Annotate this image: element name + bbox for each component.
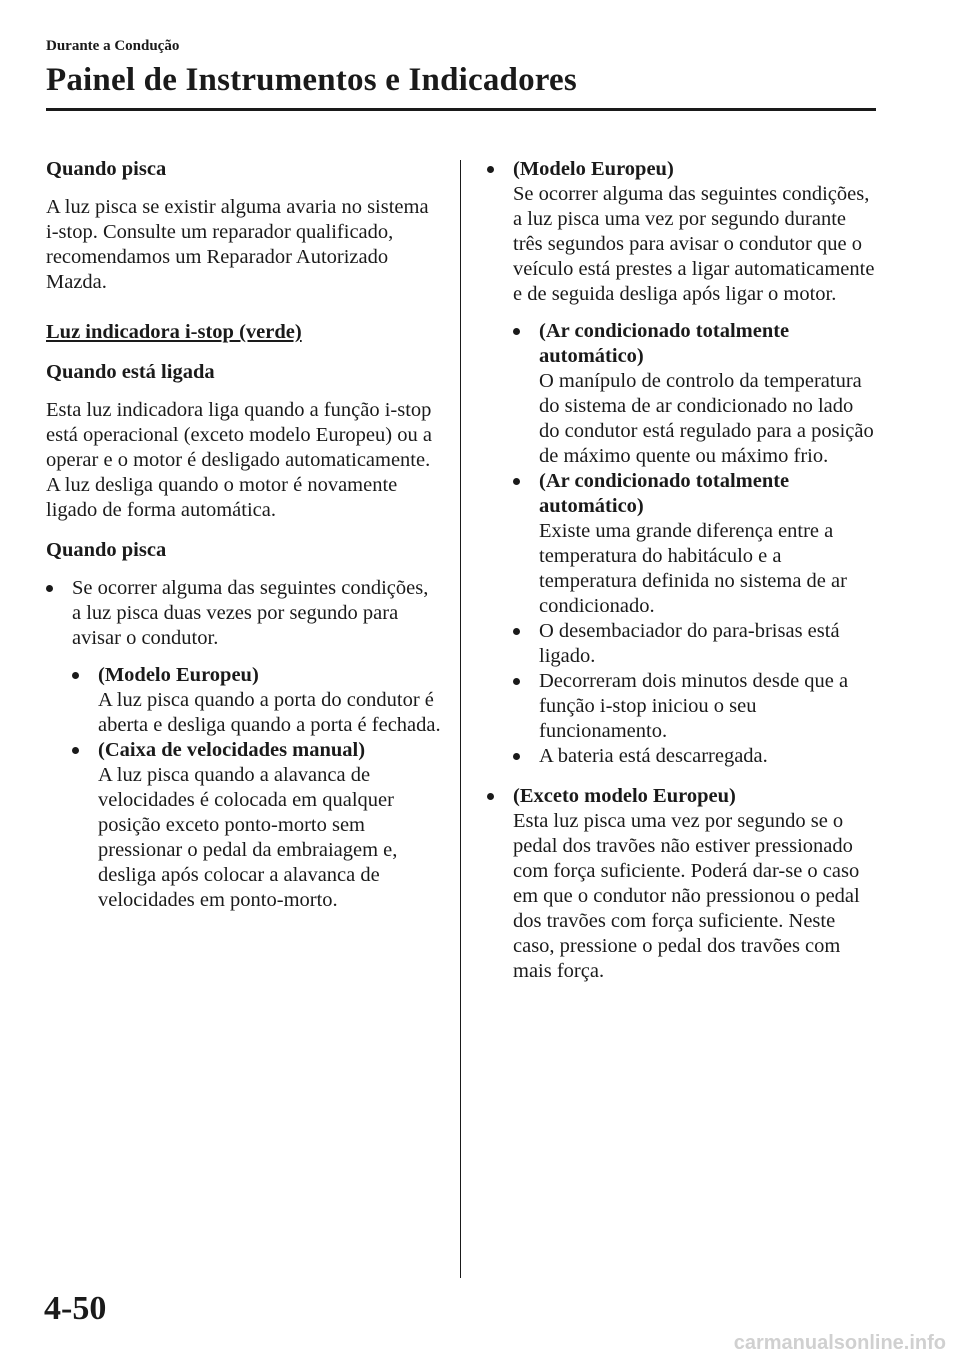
list-item-title: (Caixa de velocidades manual) (98, 739, 366, 761)
list-item (72, 663, 441, 738)
list-item (46, 576, 441, 913)
list-item-text: O desembaciador do para-brisas está ligado. (539, 620, 840, 667)
paragraph-when-on: Esta luz indicadora liga quando a função i-stop está operacional (exceto modelo Europeu) ou a operar e o motor é desligado automaticamente. A luz desliga quando o motor é novamente ligado de forma automática. (46, 399, 432, 521)
bullet-icon (513, 478, 520, 485)
list-item (72, 738, 441, 913)
paragraph-malfunction: A luz pisca se existir alguma avaria no sistema i-stop. Consulte um reparador qualificado, recomendamos um Reparador Autorizado Mazda. (46, 196, 429, 293)
watermark: carmanualsonline.info (733, 1332, 946, 1354)
bullet-icon (46, 585, 53, 592)
list-item-title: (Exceto modelo Europeu) (513, 785, 736, 807)
nested-list (72, 663, 441, 913)
list-item-text: Decorreram dois minutos desde que a função i-stop iniciou o seu funcionamento. (539, 670, 849, 742)
list-item-text: A bateria está descarregada. (539, 745, 768, 767)
bullet-icon (487, 166, 494, 173)
bullet-icon (72, 672, 79, 679)
heading-when-flashing: Quando pisca (46, 158, 167, 180)
list-item-title: (Modelo Europeu) (98, 664, 259, 686)
list-item-text: A luz pisca quando a porta do condutor é aberta e desliga quando a porta é fechada. (98, 689, 441, 736)
subtitle-istop-indicator: Luz indicadora i-stop (verde) (46, 321, 302, 343)
list-item (513, 319, 877, 469)
title-rule (46, 108, 876, 111)
list-item-text: Esta luz pisca uma vez por segundo se o pedal dos travões não estiver pressionado com força suficiente. Poderá dar-se o caso em que o condutor não pressionou o pedal dos travões com força suficiente. Neste caso, pressione o pedal dos travões com mais força. (513, 810, 860, 982)
bullet-icon (513, 678, 520, 685)
list-item (487, 784, 877, 984)
nested-list (513, 319, 877, 769)
list-item-text: Existe uma grande diferença entre a temperatura do habitáculo e a temperatura definida no sistema de ar condicionado. (539, 520, 847, 617)
list-item-text: O manípulo de controlo da temperatura do sistema de ar condicionado no lado do condutor está regulado para a posição de máximo quente ou máximo frio. (539, 370, 874, 467)
page-number: 4-50 (44, 1290, 107, 1327)
list-item-text: Se ocorrer alguma das seguintes condições, a luz pisca duas vezes por segundo para avisar o condutor. (72, 577, 429, 649)
right-column (487, 157, 877, 984)
list-item-text: Se ocorrer alguma das seguintes condições, a luz pisca uma vez por segundo durante três segundos para avisar o condutor que o veículo está prestes a ligar automaticamente e de seguida desliga após ligar o motor. (513, 183, 875, 305)
left-column (46, 157, 441, 913)
bullet-icon (513, 628, 520, 635)
list-item-title: (Ar condicionado totalmente automático) (539, 320, 790, 367)
chapter-title: Painel de Instrumentos e Indicadores (46, 62, 577, 98)
heading-when-on: Quando está ligada (46, 361, 215, 383)
list-item (513, 469, 877, 619)
list-item (513, 669, 877, 744)
bullet-icon (513, 328, 520, 335)
list-item (513, 744, 877, 769)
bullet-icon (72, 747, 79, 754)
list-item-title: (Modelo Europeu) (513, 158, 674, 180)
bullet-icon (487, 793, 494, 800)
list-item-text: A luz pisca quando a alavanca de velocidades é colocada em qualquer posição exceto ponto-morto sem pressionar o pedal da embraiagem e, desliga após colocar a alavanca de velocidades em ponto-morto. (98, 764, 398, 911)
column-divider (460, 160, 461, 1278)
heading-when-flashing-2: Quando pisca (46, 539, 167, 561)
list-item (513, 619, 877, 669)
list-item-title: (Ar condicionado totalmente automático) (539, 470, 790, 517)
list-item (487, 157, 877, 769)
section-label: Durante a Condução (46, 38, 180, 54)
bullet-icon (513, 753, 520, 760)
